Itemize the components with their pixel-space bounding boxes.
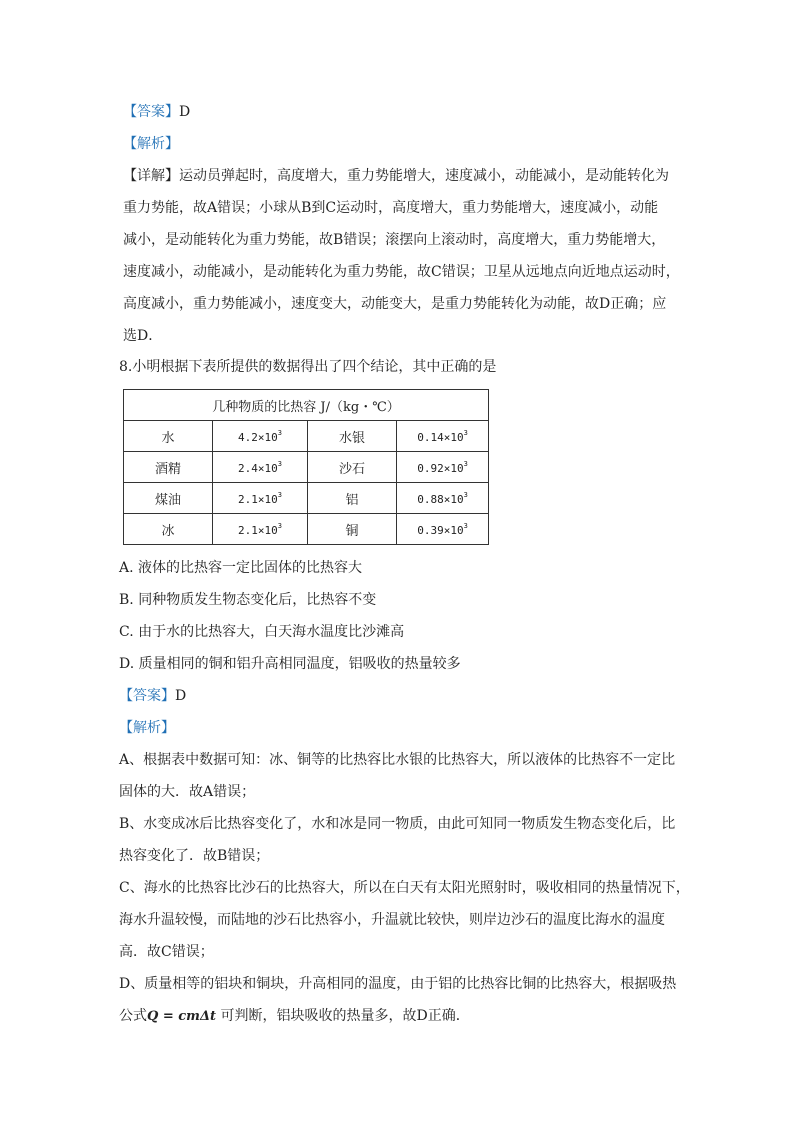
analysis-line-8 (119, 1006, 470, 1027)
formula-prefix: 公式 (119, 1008, 147, 1024)
substance-name: 铜 (308, 514, 397, 545)
heat-value: $2.4\times 10^3$ (213, 452, 308, 483)
heat-value: $0.92\times 10^3$ (397, 452, 489, 483)
analysis-line-5: 海水升温较慢，而陆地的沙石比热容小，升温就比较快，则岸边沙石的温度比海水的温度 (119, 912, 665, 928)
answer-value: D (175, 688, 187, 704)
heat-value: $0.14\times 10^3$ (397, 421, 489, 452)
detail-line-0 (123, 166, 669, 186)
analysis-tag: 【解析】 (119, 720, 175, 736)
analysis-line-0: A、根据表中数据可知：冰、铜等的比热容比水银的比热容大，所以液体的比热容不一定比 (119, 752, 676, 768)
analysis-line-2: B、水变成冰后比热容变化了，水和冰是同一物质，由此可知同一物质发生物态变化后，比 (119, 816, 676, 832)
substance-name: 沙石 (308, 452, 397, 483)
substance-name: 铝 (308, 483, 397, 514)
answer-tag: 【答案】 (123, 104, 179, 120)
heat-value: $2.1\times 10^3$ (213, 514, 308, 545)
detail-line-2: 减小，是动能转化为重力势能，故B错误；滚摆向上滚动时，高度增大，重力势能增大， (123, 232, 666, 248)
heat-formula: Q = cmΔt (147, 1009, 217, 1024)
heat-value: $4.2\times 10^3$ (213, 421, 308, 452)
analysis-line-3: 热容变化了．故B错误； (119, 848, 270, 864)
answer-line-1 (123, 102, 190, 122)
table-row (124, 514, 489, 545)
table-title-row (124, 390, 489, 421)
answer-value: D (179, 104, 191, 120)
substance-name: 煤油 (124, 483, 213, 514)
table-title: 几种物质的比热容 J/（kg・℃） (124, 390, 489, 421)
analysis-tag: 【解析】 (123, 136, 179, 152)
analysis-line-4: C、海水的比热容比沙石的比热容大，所以在白天有太阳光照射时，吸收相同的热量情况下， (119, 880, 690, 896)
heat-value: $0.39\times 10^3$ (397, 514, 489, 545)
analysis-line-6: 高．故C错误； (119, 944, 214, 960)
analysis-heading-1 (123, 134, 179, 154)
option-c: C. 由于水的比热容大，白天海水温度比沙滩高 (119, 624, 405, 640)
analysis-line-1: 固体的大．故A错误； (119, 784, 256, 800)
table-row (124, 421, 489, 452)
detail-line-3: 速度减小，动能减小，是动能转化为重力势能，故C错误；卫星从远地点向近地点运动时， (123, 264, 680, 280)
question-stem: 8.小明根据下表所提供的数据得出了四个结论，其中正确的是 (119, 359, 497, 375)
detail-line-1: 重力势能，故A错误；小球从B到C运动时，高度增大，重力势能增大，速度减小，动能 (123, 200, 659, 216)
answer-tag: 【答案】 (119, 688, 175, 704)
analysis-heading-2 (119, 718, 175, 738)
table-row (124, 483, 489, 514)
answer-line-2 (119, 686, 186, 706)
heat-value: $2.1\times 10^3$ (213, 483, 308, 514)
formula-suffix: 可判断，铝块吸收的热量多，故D正确． (216, 1008, 470, 1024)
specific-heat-table (123, 389, 489, 545)
option-a: A. 液体的比热容一定比固体的比热容大 (119, 560, 363, 576)
substance-name: 水 (124, 421, 213, 452)
table-row (124, 452, 489, 483)
substance-name: 酒精 (124, 452, 213, 483)
option-d: D. 质量相同的铜和铝升高相同温度，铝吸收的热量较多 (119, 656, 461, 672)
option-b: B. 同种物质发生物态变化后，比热容不变 (119, 592, 377, 608)
heat-value: $0.88\times 10^3$ (397, 483, 489, 514)
substance-name: 水银 (308, 421, 397, 452)
detail-text-0: 运动员弹起时，高度增大，重力势能增大，速度减小，动能减小，是动能转化为 (179, 168, 669, 184)
analysis-line-7: D、质量相等的铝块和铜块，升高相同的温度，由于铝的比热容比铜的比热容大，根据吸热 (119, 976, 677, 992)
detail-tag: 【详解】 (123, 168, 179, 184)
detail-line-4: 高度减小，重力势能减小，速度变大，动能变大，是重力势能转化为动能，故D正确；应 (123, 296, 667, 312)
substance-name: 冰 (124, 514, 213, 545)
detail-line-5: 选D． (123, 328, 163, 344)
